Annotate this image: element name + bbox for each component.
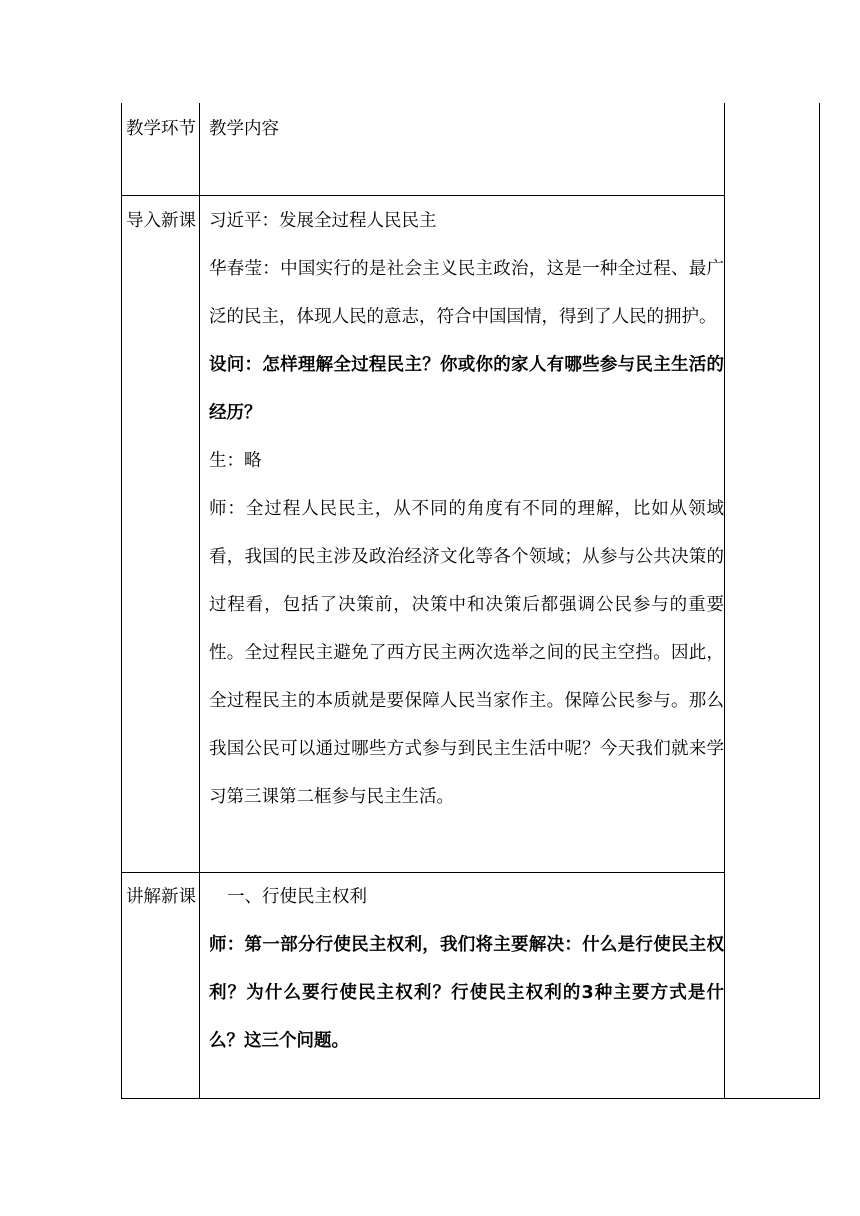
row2-section-heading: 一、行使民主权利 — [227, 887, 367, 907]
header-label: 教学环节 — [126, 119, 196, 139]
table-border-left — [121, 103, 122, 1099]
table-border-right — [819, 103, 820, 1099]
row2-paragraph: 师：第一部分行使民主权利，我们将主要解决：什么是行使民主权利？为什么要行使民主权利？行使民主权利的3种主要方式是什么？这三个问题。 — [209, 935, 724, 1051]
row1-paragraph: 华春莹：中国实行的是社会主义民主政治，这是一种全过程、最广泛的民主，体现人民的意志，符合中国国情，得到了人民的拥护。 — [209, 259, 724, 327]
row1-paragraph: 师：全过程人民民主，从不同的角度有不同的理解，比如从领域看，我国的民主涉及政治经济文化等各个领域；从参与公共决策的过程看，包括了决策前，决策中和决策后都强调公民参与的重要性。全过程民主避免了西方民主两次选举之间的民主空挡。因此，全过程民主的本质就是要保障人民当家作主。保障公民参与。那么我国公民可以通过哪些方式参与到民主生活中呢？今天我们就来学习第三课第二框参与民主生活。 — [209, 499, 724, 807]
header-content: 教学内容 — [209, 119, 279, 139]
row-divider — [121, 195, 725, 196]
column-divider — [199, 103, 200, 1099]
row1-label: 导入新课 — [126, 211, 196, 231]
row2-content-cell — [209, 873, 724, 1065]
table-border-bottom — [121, 1098, 820, 1099]
column-divider — [724, 103, 725, 1099]
lesson-plan-table — [121, 103, 820, 1099]
row1-label-cell — [123, 197, 199, 245]
header-content-cell — [209, 105, 724, 153]
header-label-cell — [123, 105, 199, 153]
row1-question: 设问：怎样理解全过程民主？你或你的家人有哪些参与民主生活的经历？ — [209, 355, 724, 423]
row1-paragraph: 生：略 — [209, 451, 262, 471]
row1-content-cell — [209, 197, 724, 821]
row2-label: 讲解新课 — [126, 887, 196, 907]
row2-label-cell — [123, 873, 199, 921]
row1-paragraph: 习近平：发展全过程人民民主 — [209, 211, 437, 231]
